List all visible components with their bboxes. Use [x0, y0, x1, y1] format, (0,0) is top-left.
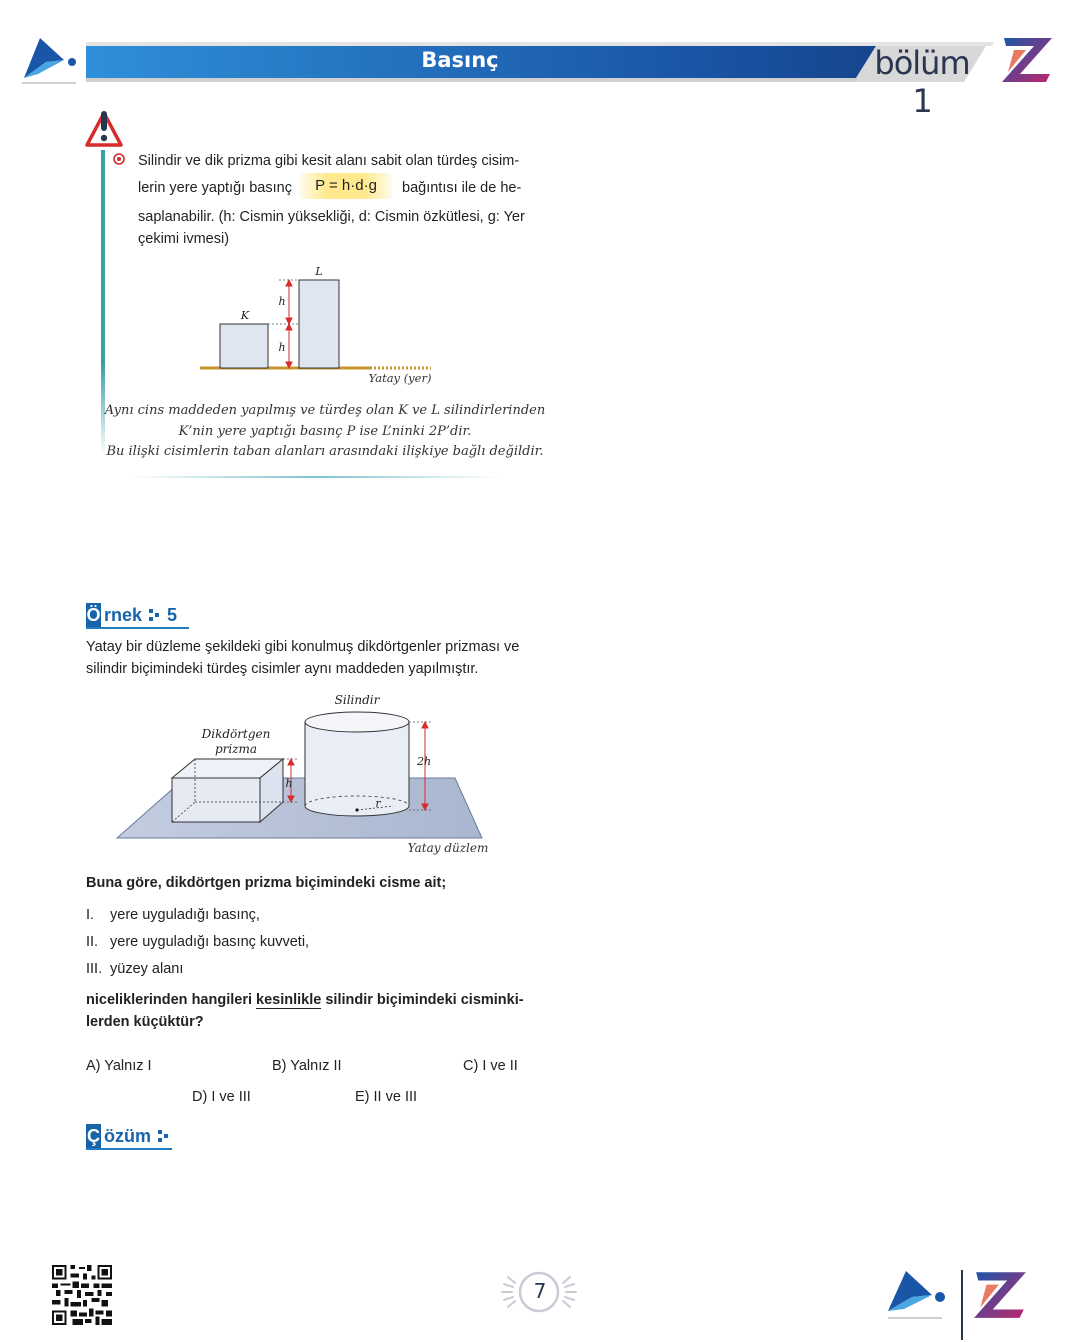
solution-badge-text: özüm — [104, 1126, 151, 1146]
height-arrows — [286, 280, 292, 368]
plane-label: Yatay düzlem — [407, 841, 489, 855]
answer-choice-e[interactable]: E) II ve III — [355, 1089, 418, 1105]
question-text-line — [86, 989, 526, 1011]
question-item-text: yere uyguladığı basınç kuvveti, — [110, 934, 310, 950]
answer-choice-d[interactable]: D) I ve III — [192, 1089, 251, 1105]
question-item-number: III. — [86, 961, 103, 977]
solution-badge-initial: Ç — [87, 1126, 100, 1146]
note-caption-line: Aynı cins maddeden yapılmış ve türdeş olan K ve L silindirlerinden — [104, 403, 546, 418]
warning-icon — [84, 109, 124, 149]
qr-code-icon[interactable] — [52, 1265, 112, 1325]
chapter-label: bölüm 1 — [874, 44, 970, 120]
note-text-line: Silindir ve dik prizma gibi kesit alanı sabit olan türdeş cisim- — [138, 153, 520, 169]
page-number: 7 — [533, 1279, 547, 1303]
diagram-label-h-bottom: h — [278, 341, 286, 354]
brand-z-logo-icon — [972, 1268, 1030, 1320]
header-band — [86, 42, 994, 82]
cylinder-l — [299, 280, 339, 368]
cylinder — [305, 712, 409, 816]
rectangular-prism — [172, 759, 283, 822]
question-keyword: kesinlikle — [256, 992, 322, 1008]
dots-icon — [149, 609, 159, 621]
prism-height-label: h — [285, 777, 293, 790]
example-badge-initial: Ö — [86, 605, 101, 625]
question-item-text: yere uyguladığı basınç, — [110, 907, 260, 923]
prism-cylinder-diagram — [115, 690, 495, 860]
note-text-line: çekimi ivmesi) — [138, 231, 230, 247]
example-text-line: Yatay bir düzleme şekildeki gibi konulmuş dikdörtgenler prizması ve — [86, 639, 520, 655]
diagram-label-k: K — [240, 309, 250, 322]
question-item-number: I. — [86, 907, 95, 923]
cylinder-label: Silindir — [334, 693, 380, 707]
radius-label: r — [375, 797, 381, 810]
note-text-line: bağıntısı ile de he- — [402, 180, 522, 196]
question-text-after: silindir biçimindeki cisminki- — [325, 992, 524, 1008]
dots-icon — [158, 1130, 168, 1142]
header-title: Basınç — [421, 48, 499, 72]
question-text-before: niceliklerinden hangileri — [86, 992, 252, 1008]
footer-divider — [961, 1270, 963, 1340]
question-item — [86, 931, 309, 953]
prism-label-line1: Dikdörtgen — [201, 727, 271, 741]
question-stem: Buna göre, dikdörtgen prizma biçimindeki cisme ait; — [86, 875, 447, 891]
diagram-label-l: L — [315, 265, 323, 278]
example-number: 5 — [167, 605, 178, 625]
ground-label: Yatay (yer) — [368, 371, 432, 385]
brand-z-logo-icon — [1000, 34, 1056, 84]
cylinder-height-label: 2h — [416, 755, 432, 768]
note-caption-line: K’nin yere yaptığı basınç P ise L’ninki 2P’dir. — [178, 424, 472, 439]
example-text-line: silindir biçimindeki türdeş cisimler aynı maddeden yapılmıştır. — [86, 661, 479, 677]
question-item-text: yüzey alanı — [110, 961, 184, 977]
brand-arrow-logo-icon — [18, 34, 80, 86]
note-caption-line: Bu ilişki cisimlerin taban alanları arasındaki ilişkiye bağlı değildir. — [106, 444, 544, 459]
diagram-label-h-top: h — [278, 295, 286, 308]
question-item — [86, 904, 260, 926]
answer-choice-a[interactable]: A) Yalnız I — [86, 1058, 152, 1074]
note-text-line: lerin yere yaptığı basınç — [138, 180, 292, 196]
question-text-line: lerden küçüktür? — [86, 1014, 204, 1030]
answer-choice-b[interactable]: B) Yalnız II — [272, 1058, 342, 1074]
example-badge — [86, 603, 189, 629]
question-item-number: II. — [86, 934, 99, 950]
bullet-icon — [113, 153, 125, 165]
note-divider — [130, 476, 500, 478]
note-text-line: saplanabilir. (h: Cismin yüksekliği, d: Cismin özkütlesi, g: Yer — [138, 209, 525, 225]
example-badge-text: rnek — [104, 605, 143, 625]
question-item — [86, 958, 183, 980]
solution-badge — [86, 1124, 172, 1150]
pressure-formula: P = h·d·g — [300, 173, 392, 199]
cylinders-k-l-diagram — [195, 262, 445, 392]
prism-label-line2: prizma — [214, 742, 258, 756]
answer-choice-c[interactable]: C) I ve II — [463, 1058, 518, 1074]
brand-arrow-logo-icon — [884, 1265, 948, 1321]
cylinder-k — [220, 324, 268, 368]
